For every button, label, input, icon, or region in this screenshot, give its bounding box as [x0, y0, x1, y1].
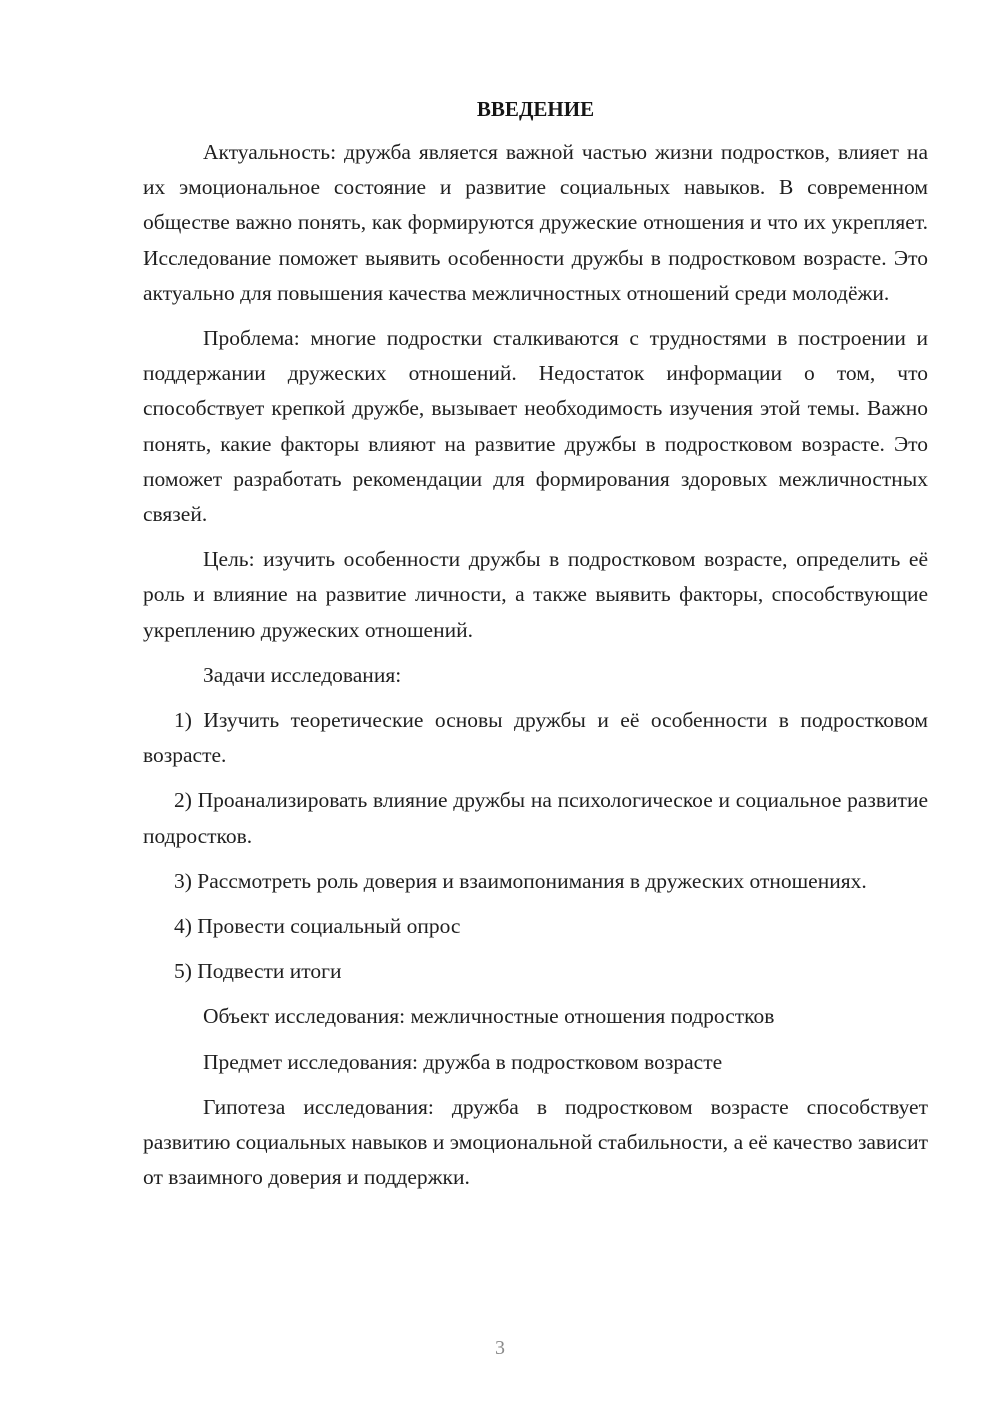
task-item-3: 3) Рассмотреть роль доверия и взаимопонимания в дружеских отношениях.: [174, 868, 867, 893]
problem-paragraph: Проблема: многие подростки сталкиваются с трудностями в построении и поддержании дружеских отношений. Недостаток информации о том, что способствует крепкой дружбе, вызывает необходимость изучения этой темы. Важно понять, какие факторы влияют на развитие дружбы в подростковом возрасте. Это поможет разработать рекомендации для формирования здоровых межличностных связей.: [143, 326, 928, 527]
task-item-2: 2) Проанализировать влияние дружбы на психологическое и социальное развитие подростков.: [143, 788, 928, 848]
section-title: ВВЕДЕНИЕ: [476, 97, 595, 121]
task-item-4: 4) Провести социальный опрос: [174, 914, 461, 939]
task-item-5: 5) Подвести итоги: [174, 959, 342, 984]
subject-paragraph: Предмет исследования: дружба в подростковом возрасте: [203, 1049, 723, 1074]
goal-paragraph: Цель: изучить особенности дружбы в подростковом возрасте, определить её роль и влияние на развитие личности, а также выявить факторы, способствующие укреплению дружеских отношений.: [143, 547, 928, 642]
relevance-paragraph: Актуальность: дружба является важной частью жизни подростков, влияет на их эмоциональное состояние и развитие социальных навыков. В современном обществе важно понять, как формируются дружеские отношения и что их укрепляет. Исследование поможет выявить особенности дружбы в подростковом возрасте. Это актуально для повышения качества межличностных отношений среди молодёжи.: [143, 140, 928, 305]
task-item-1: 1) Изучить теоретические основы дружбы и её особенности в подростковом возрасте.: [143, 708, 928, 768]
object-paragraph: Объект исследования: межличностные отношения подростков: [203, 1004, 775, 1029]
tasks-heading: Задачи исследования:: [203, 662, 402, 687]
document-page: [143, 92, 928, 1195]
hypothesis-paragraph: Гипотеза исследования: дружба в подростковом возрасте способствует развитию социальных навыков и эмоциональной стабильности, а её качество зависит от взаимного доверия и поддержки.: [143, 1094, 928, 1190]
page-number: 3: [495, 1337, 505, 1359]
